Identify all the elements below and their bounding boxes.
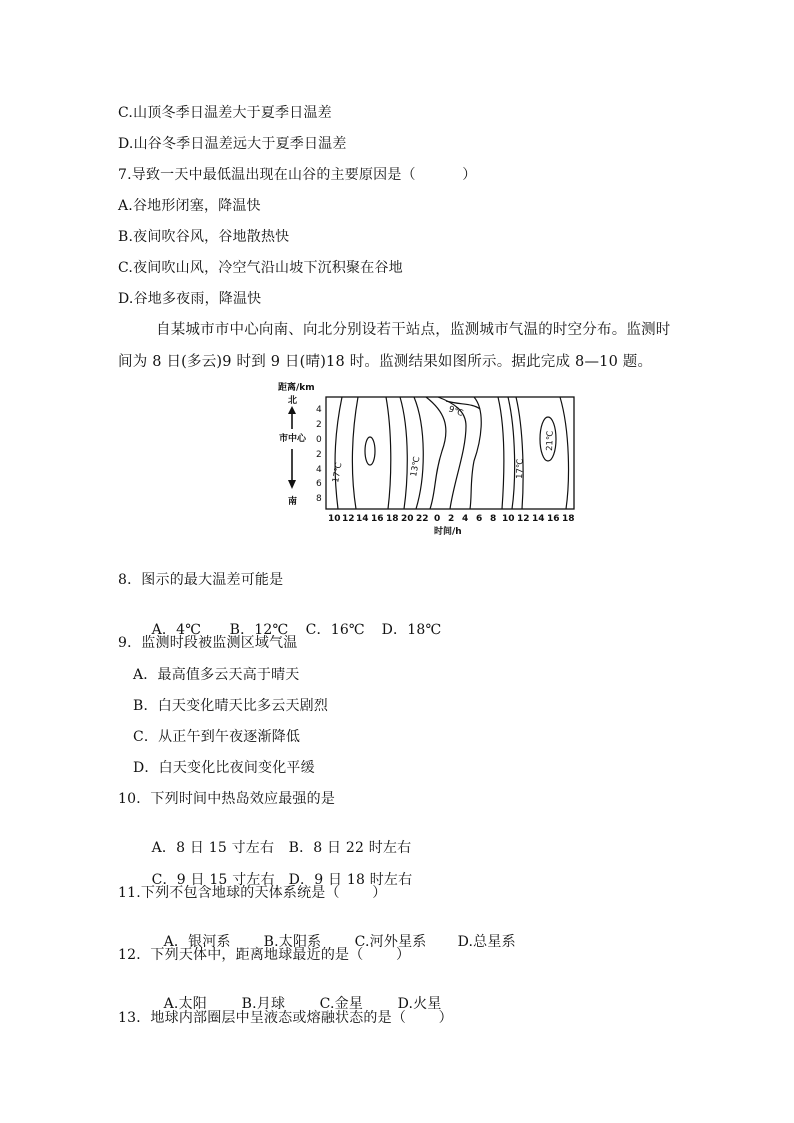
isotherm-label: 17℃	[331, 461, 345, 484]
south-label: 南	[288, 497, 298, 507]
y-tick: 2	[316, 450, 322, 460]
y-axis-title: 距离/km	[278, 383, 315, 393]
x-tick: 4	[462, 514, 469, 524]
x-tick: 8	[490, 514, 497, 524]
question-10-stem: 10．下列时间中热岛效应最强的是	[118, 791, 336, 807]
isotherm-line	[508, 397, 515, 509]
x-tick: 2	[448, 514, 455, 524]
x-axis-title: 时间/h	[434, 527, 462, 537]
x-tick: 16	[371, 514, 384, 524]
intro-paragraph: 自某城市市中心向南、向北分别设若干站点，监测城市气温的时空分布。监测时间为 8 日(多云)9 时到 9 日(晴)18 时。监测结果如图所示。据此完成 8—10 题。	[118, 322, 671, 370]
question-9-option-a: A．最高值多云天高于晴天	[133, 667, 300, 683]
y-tick: 2	[316, 420, 322, 430]
option-c: C.金星	[319, 996, 364, 1012]
question-7-option-c: C.夜间吹山风，冷空气沿山坡下沉积聚在谷地	[118, 260, 403, 276]
option-b: B.太阳系	[263, 934, 322, 950]
x-tick: 22	[416, 514, 429, 524]
x-tick: 10	[502, 514, 515, 524]
question-9-option-b: B．白天变化晴天比多云天剧烈	[133, 698, 329, 714]
south-arrow-head-icon	[288, 480, 296, 489]
option-d-line: D.山谷冬季日温差远大于夏季日温差	[118, 136, 347, 152]
isotherm-label: 17℃	[515, 458, 526, 480]
y-tick: 0	[316, 435, 322, 445]
option-b: B.月球	[241, 996, 286, 1012]
option-c-line: C.山顶冬季日温差大于夏季日温差	[118, 105, 332, 121]
option-c: C．9 日 15 寸左右	[151, 872, 275, 888]
isotherm-figure	[276, 381, 586, 541]
x-tick: 14	[532, 514, 545, 524]
x-tick: 14	[356, 514, 369, 524]
isotherm-line	[560, 397, 568, 509]
isotherm-line	[352, 397, 358, 509]
isotherm-line	[516, 397, 523, 509]
isotherm-line	[335, 397, 342, 509]
option-d: D．18℃	[381, 622, 442, 638]
isotherm-line	[414, 397, 423, 509]
option-c: C.河外星系	[354, 934, 427, 950]
option-d: D.总星系	[457, 934, 516, 950]
y-tick: 8	[316, 494, 322, 504]
option-d: D．9 日 18 时左右	[288, 872, 413, 888]
option-b: B．8 日 22 时左右	[288, 840, 412, 856]
isotherm-closed-loop	[365, 437, 375, 465]
isotherm-line	[426, 397, 446, 509]
question-9-option-c: C．从正午到午夜逐渐降低	[133, 729, 301, 745]
x-tick: 18	[386, 514, 399, 524]
option-a: A．8 日 15 寸左右	[151, 840, 275, 856]
isotherm-line	[386, 397, 391, 509]
north-label: 北	[288, 396, 298, 406]
question-13-stem: 13．地球内部圈层中呈液态或熔融状态的是（ ）	[118, 1010, 453, 1026]
north-arrow-head-icon	[288, 406, 296, 414]
y-tick: 6	[316, 479, 322, 489]
option-a: A．银河系	[163, 934, 231, 950]
isotherm-line	[470, 397, 481, 509]
x-tick: 18	[562, 514, 575, 524]
question-7-option-d: D.谷地多夜雨，降温快	[118, 291, 262, 307]
x-tick: 20	[401, 514, 414, 524]
option-a: A.太阳	[163, 996, 207, 1012]
center-label: 市中心	[279, 434, 307, 444]
isotherm-line	[400, 397, 407, 509]
option-c: C．16℃	[305, 622, 365, 638]
isotherm-label: 9℃	[446, 404, 465, 419]
question-12-stem: 12．下列天体中，距离地球最近的是（ ）	[118, 947, 411, 963]
y-tick: 4	[316, 465, 322, 475]
option-d: D.火星	[397, 996, 442, 1012]
question-7-option-b: B.夜间吹谷风，谷地散热快	[118, 229, 290, 245]
x-tick: 12	[342, 514, 355, 524]
question-11-stem: 11.下列不包含地球的天体系统是（ ）	[118, 885, 387, 901]
x-tick: 0	[434, 514, 441, 524]
y-tick: 4	[316, 405, 322, 415]
x-tick: 16	[547, 514, 560, 524]
isotherm-label: 13℃	[409, 455, 423, 478]
question-7-option-a: A.谷地形闭塞，降温快	[118, 198, 261, 214]
x-tick: 10	[328, 514, 341, 524]
question-8-stem: 8．图示的最大温差可能是	[118, 572, 284, 588]
option-a: A．4℃	[151, 622, 202, 638]
isotherm-label: 21℃	[545, 430, 556, 452]
question-7-stem: 7.导致一天中最低温出现在山谷的主要原因是（ ）	[118, 167, 477, 183]
x-tick: 6	[476, 514, 483, 524]
option-b: B．12℃	[229, 622, 289, 638]
question-9-stem: 9．监测时段被监测区域气温	[118, 635, 298, 651]
question-9-option-d: D．白天变化比夜间变化平缓	[133, 760, 315, 776]
x-tick: 12	[517, 514, 530, 524]
isotherm-line	[498, 397, 504, 509]
